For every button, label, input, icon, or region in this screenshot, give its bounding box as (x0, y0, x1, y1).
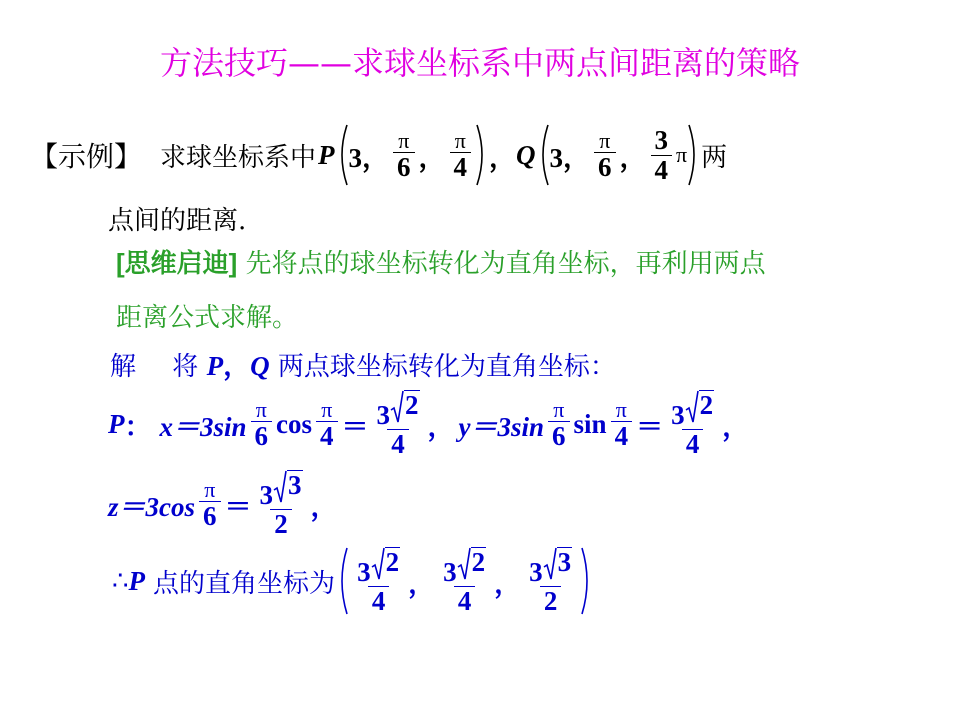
example-tag: 【示例】 (30, 140, 143, 173)
point-q-r: 3， (549, 142, 591, 173)
left-paren-icon (335, 546, 349, 616)
page-title: 方法技巧——求球坐标系中两点间距离的策略 (159, 44, 800, 82)
example-line-2: 点间的距离. (108, 206, 247, 236)
sin-text: sin (573, 408, 607, 439)
equals-sign: ＝ (224, 491, 252, 522)
example-text-after: 两 (701, 142, 728, 173)
comma: ， (494, 568, 522, 599)
right-paren-icon (687, 123, 701, 187)
x-equation-head: x＝3sin (159, 411, 247, 442)
point-q-label: Q (516, 139, 536, 170)
equals-sign: ＝ (341, 411, 369, 442)
point-q: Q (250, 351, 270, 381)
fraction-3sqrt2-over-4: 3 2 4 (376, 389, 419, 459)
fraction-3sqrt3-over-2: 3 3 2 (529, 546, 572, 616)
fraction-pi-over-6: $\frac{\pi}{6}$ (594, 129, 616, 181)
xy-equation-line (108, 388, 749, 460)
z-equation-line (108, 468, 338, 540)
comma: ， (310, 491, 338, 522)
pi-symbol: π (676, 142, 688, 167)
hint-label: [思维启迪] (116, 248, 238, 278)
example-text-before: 求球坐标系中 (160, 142, 317, 173)
comma: ， (489, 142, 517, 173)
comma: ， (722, 411, 750, 442)
colon: ： (124, 411, 152, 442)
fraction-3sqrt2-over-4: 3 2 4 (443, 546, 486, 616)
therefore-symbol: ∴ (112, 566, 129, 596)
solution-intro (110, 344, 616, 383)
comma: ， (418, 142, 446, 173)
point-p-r: 3， (348, 142, 390, 173)
comma: ， (408, 568, 436, 599)
left-paren-icon (335, 123, 349, 187)
y-equation-head: y＝3sin (458, 411, 545, 442)
p-label: P (108, 408, 125, 439)
cos-text: cos (276, 408, 313, 439)
right-paren-icon (475, 123, 489, 187)
separator: ， (223, 351, 251, 381)
fraction-pi-over-6: $\frac{\pi}{6}$ (548, 398, 570, 450)
fraction-pi-over-6: $\frac{\pi}{6}$ (393, 129, 415, 181)
hint-text-1: 先将点的球坐标转化为直角坐标，再利用两点 (245, 249, 766, 279)
fraction-pi-over-4: $\frac{\pi}{4}$ (611, 398, 633, 450)
fraction-pi-over-6: $\frac{\pi}{6}$ (251, 398, 273, 450)
z-equation-head: z＝3cos (108, 491, 195, 522)
fraction-3sqrt3-over-2: 3 3 2 (259, 469, 302, 539)
fraction-pi-over-4: $\frac{\pi}{4}$ (450, 129, 472, 181)
solution-label: 解 (110, 352, 137, 382)
hint-line-2: 距离公式求解。 (116, 303, 299, 333)
fraction-3sqrt2-over-4: 3 2 4 (671, 389, 714, 459)
fraction-pi-over-6: $\frac{\pi}{6}$ (199, 478, 221, 530)
comma: ， (619, 142, 647, 173)
equals-sign: ＝ (636, 411, 664, 442)
fraction-3sqrt2-over-4: 3 2 4 (357, 546, 400, 616)
point-p-label: P (318, 139, 335, 170)
fraction-3-over-4: $\frac{3}{4}$ (651, 126, 673, 184)
solution-intro-a: 将 (172, 352, 199, 382)
point-p: P (128, 565, 146, 596)
hint-line-1 (116, 243, 766, 280)
fraction-pi-over-4: $\frac{\pi}{4}$ (316, 398, 338, 450)
right-paren-icon (580, 546, 594, 616)
solution-intro-b: 两点球坐标转化为直角坐标： (277, 352, 616, 382)
example-line-1 (30, 122, 727, 188)
comma: ， (427, 411, 455, 442)
conclusion-line (112, 545, 594, 617)
point-p: P (206, 351, 224, 381)
left-paren-icon (536, 123, 550, 187)
conclusion-text: 点的直角坐标为 (153, 568, 336, 599)
